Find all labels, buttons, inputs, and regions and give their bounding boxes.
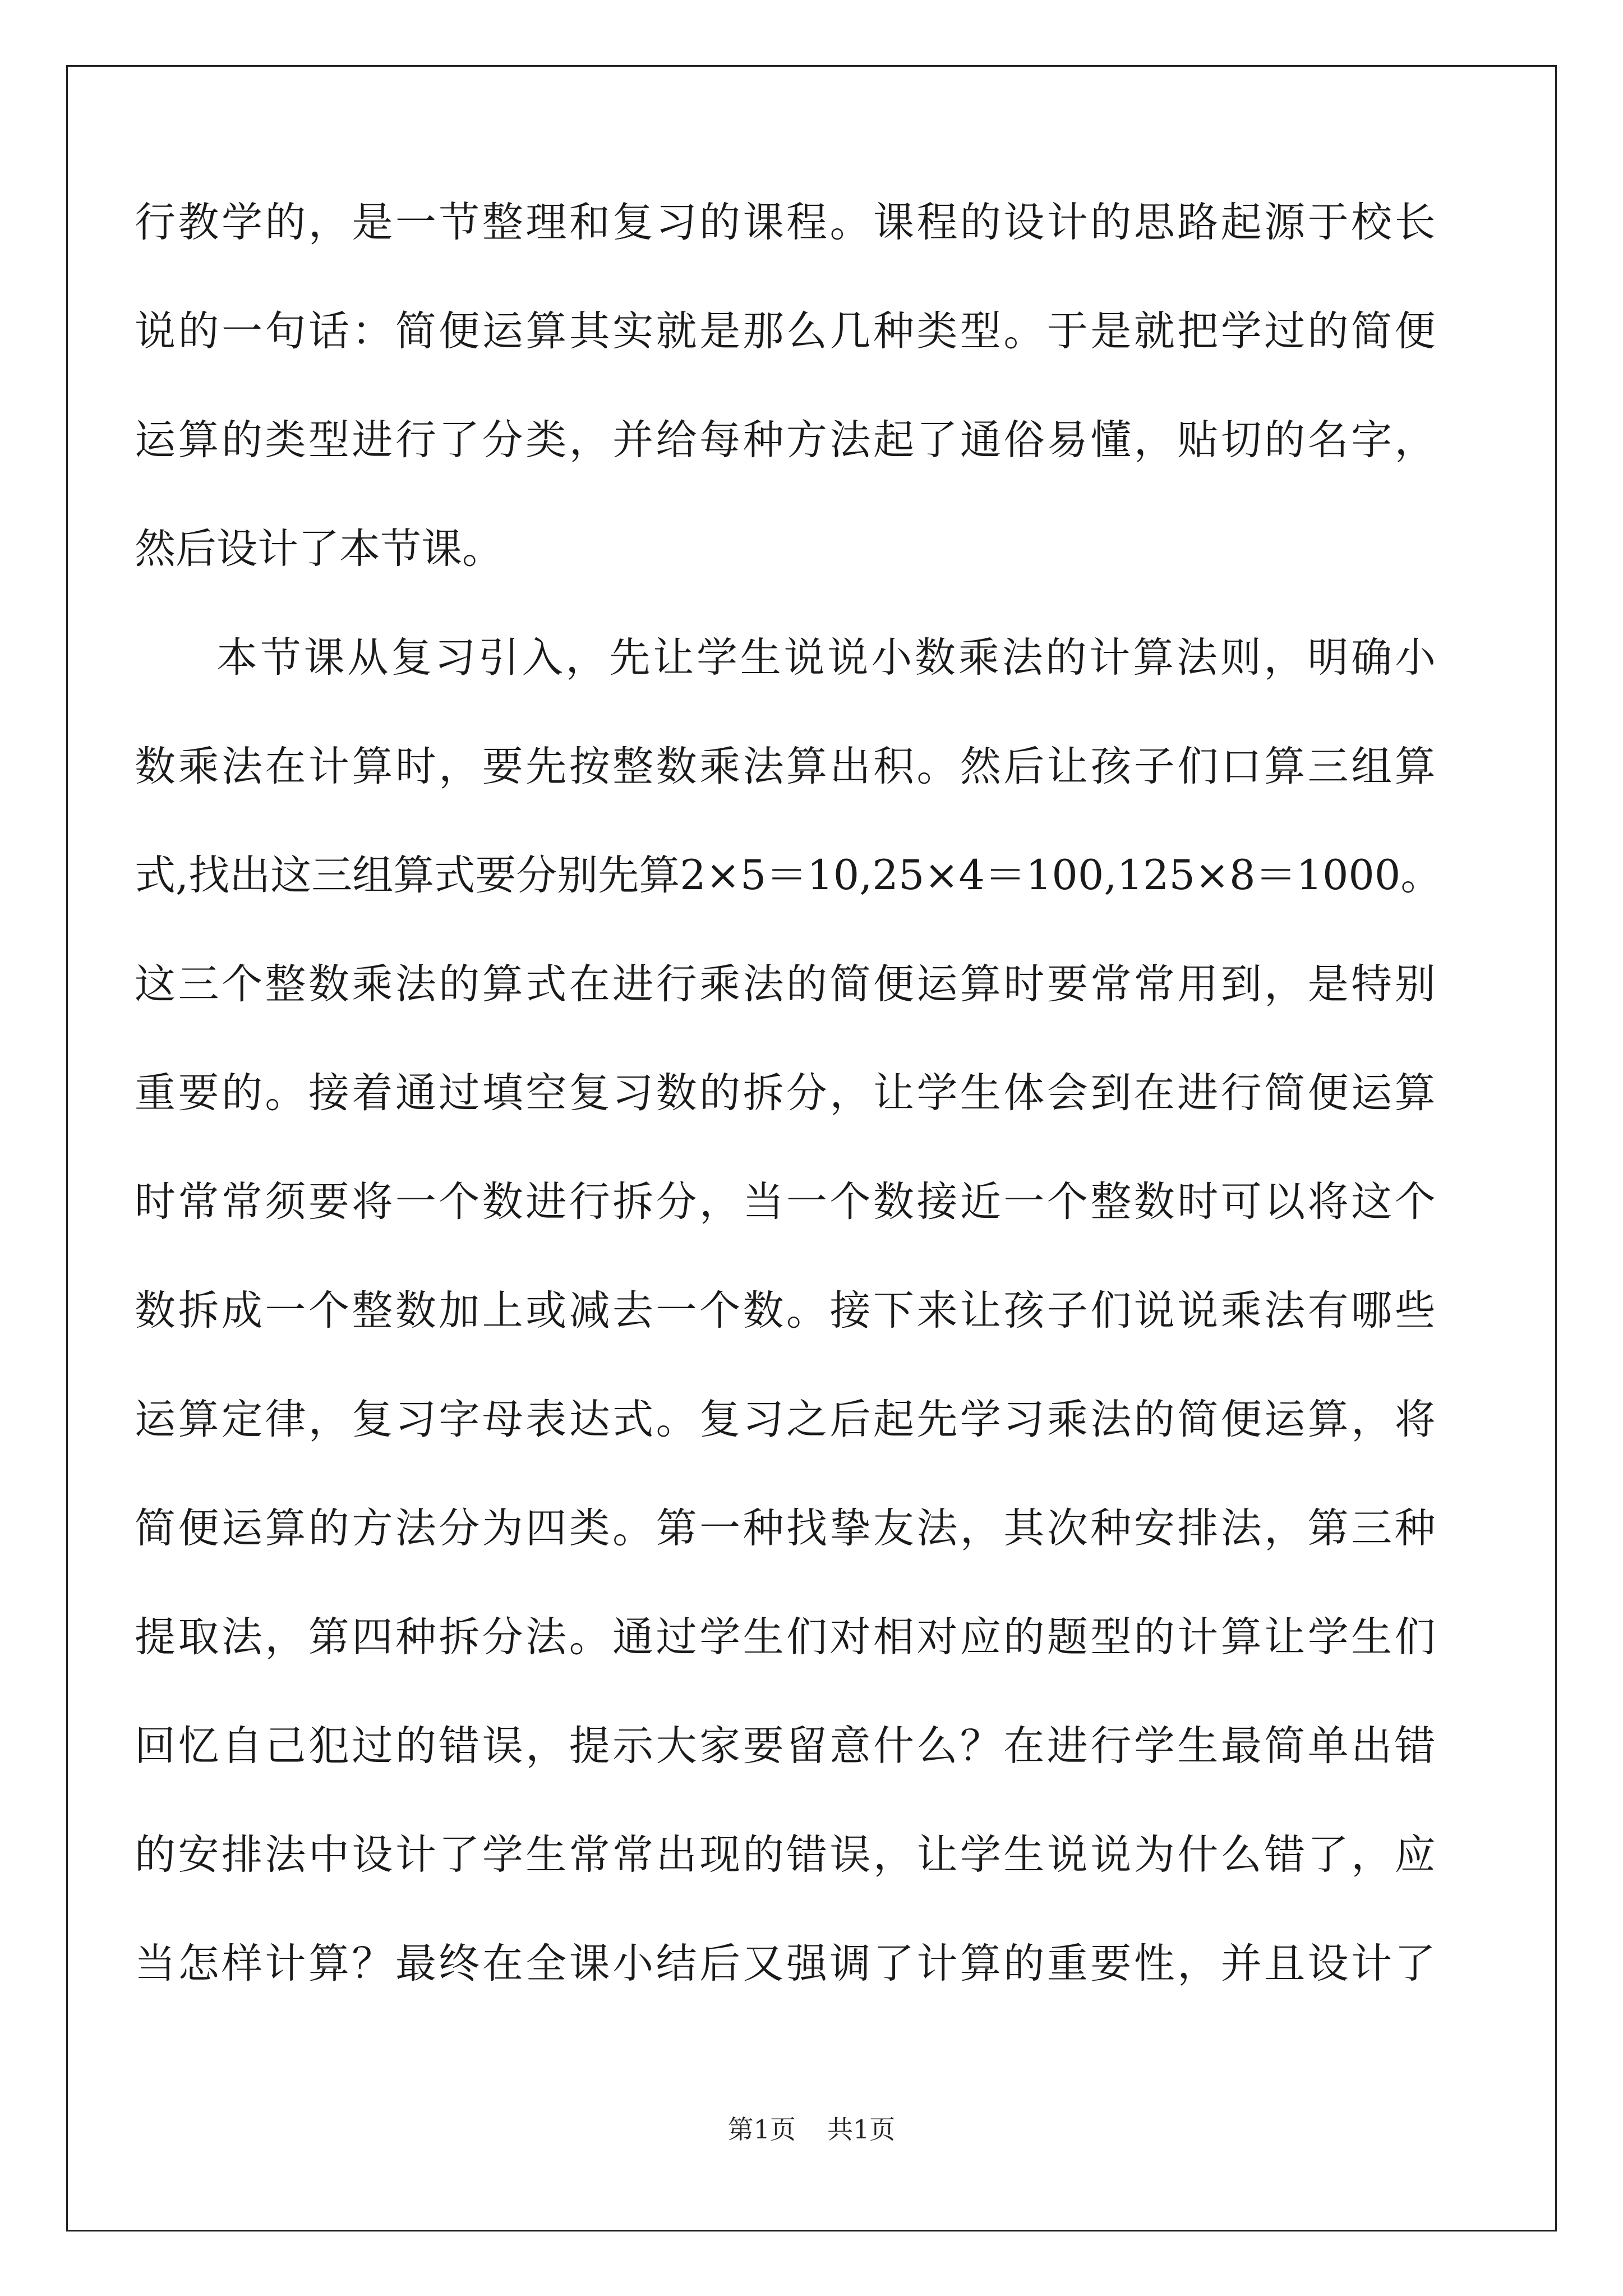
text-line: 重 要 的 。 接 着 通 过 填 空 复 习 数 的 拆 分 ， 让 学 生 体 会 到 在 进 行 简 便 运 算 xyxy=(135,1069,1436,1117)
text-line: 运 算 定 律 ， 复 习 字 母 表 达 式 。 复 习 之 后 起 先 学 习 乘 法 的 简 便 运 算 ， 将 xyxy=(135,1396,1436,1443)
text-line: 行 教 学 的 ， 是 一 节 整 理 和 复 习 的 课 程 。 课 程 的 设 计 的 思 路 起 源 于 校 长 xyxy=(135,199,1436,246)
text-line: 回 忆 自 己 犯 过 的 错 误 ， 提 示 大 家 要 留 意 什 么 ？ 在 进 行 学 生 最 简 单 出 错 xyxy=(135,1722,1436,1770)
text-line: 时 常 常 须 要 将 一 个 数 进 行 拆 分 ， 当 一 个 数 接 近 一 个 整 数 时 可 以 将 这 个 xyxy=(135,1178,1436,1226)
text-line: 运 算 的 类 型 进 行 了 分 类 ， 并 给 每 种 方 法 起 了 通 俗 易 懂 ， 贴 切 的 名 字 ， xyxy=(135,416,1436,464)
page-total: 共1页 xyxy=(827,2114,896,2145)
page-footer xyxy=(0,2109,1623,2146)
text-line: 数 乘 法 在 计 算 时 ， 要 先 按 整 数 乘 法 算 出 积 。 然 后 让 孩 子 们 口 算 三 组 算 xyxy=(135,743,1436,790)
text-line: 数 拆 成 一 个 整 数 加 上 或 减 去 一 个 数 。 接 下 来 让 孩 子 们 说 说 乘 法 有 哪 些 xyxy=(135,1287,1436,1335)
text-line: 简 便 运 算 的 方 法 分 为 四 类 。 第 一 种 找 挚 友 法 ， 其 次 种 安 排 法 ， 第 三 种 xyxy=(135,1504,1436,1552)
text-line: 式 , 找 出 这 三 组 算 式 要 分 别 先 算 2 × 5 ＝ 1 0 , 2 5 × 4 ＝ 1 0 0 , 1 2 5 × 8 ＝ 1 0 0 0 。 xyxy=(135,852,1442,899)
text-line: 说 的 一 句 话 ： 简 便 运 算 其 实 就 是 那 么 几 种 类 型 。 于 是 就 把 学 过 的 简 便 xyxy=(135,307,1436,355)
text-line: 然后设计了本节课。 xyxy=(135,525,503,573)
text-line: 这 三 个 整 数 乘 法 的 算 式 在 进 行 乘 法 的 简 便 运 算 时 要 常 常 用 到 ， 是 特 别 xyxy=(135,960,1436,1008)
text-line: 的 安 排 法 中 设 计 了 学 生 常 常 出 现 的 错 误 ， 让 学 生 说 说 为 什 么 错 了 ， 应 xyxy=(135,1831,1436,1879)
text-line: 当 怎 样 计 算 ？ 最 终 在 全 课 小 结 后 又 强 调 了 计 算 的 重 要 性 ， 并 且 设 计 了 xyxy=(135,1940,1436,1987)
page-number: 第1页 xyxy=(727,2114,796,2145)
text-line: 本 节 课 从 复 习 引 入 ， 先 让 学 生 说 说 小 数 乘 法 的 计 算 法 则 ， 明 确 小 xyxy=(216,634,1436,682)
text-line: 提 取 法 ， 第 四 种 拆 分 法 。 通 过 学 生 们 对 相 对 应 的 题 型 的 计 算 让 学 生 们 xyxy=(135,1613,1436,1661)
document-body xyxy=(135,168,1442,2018)
